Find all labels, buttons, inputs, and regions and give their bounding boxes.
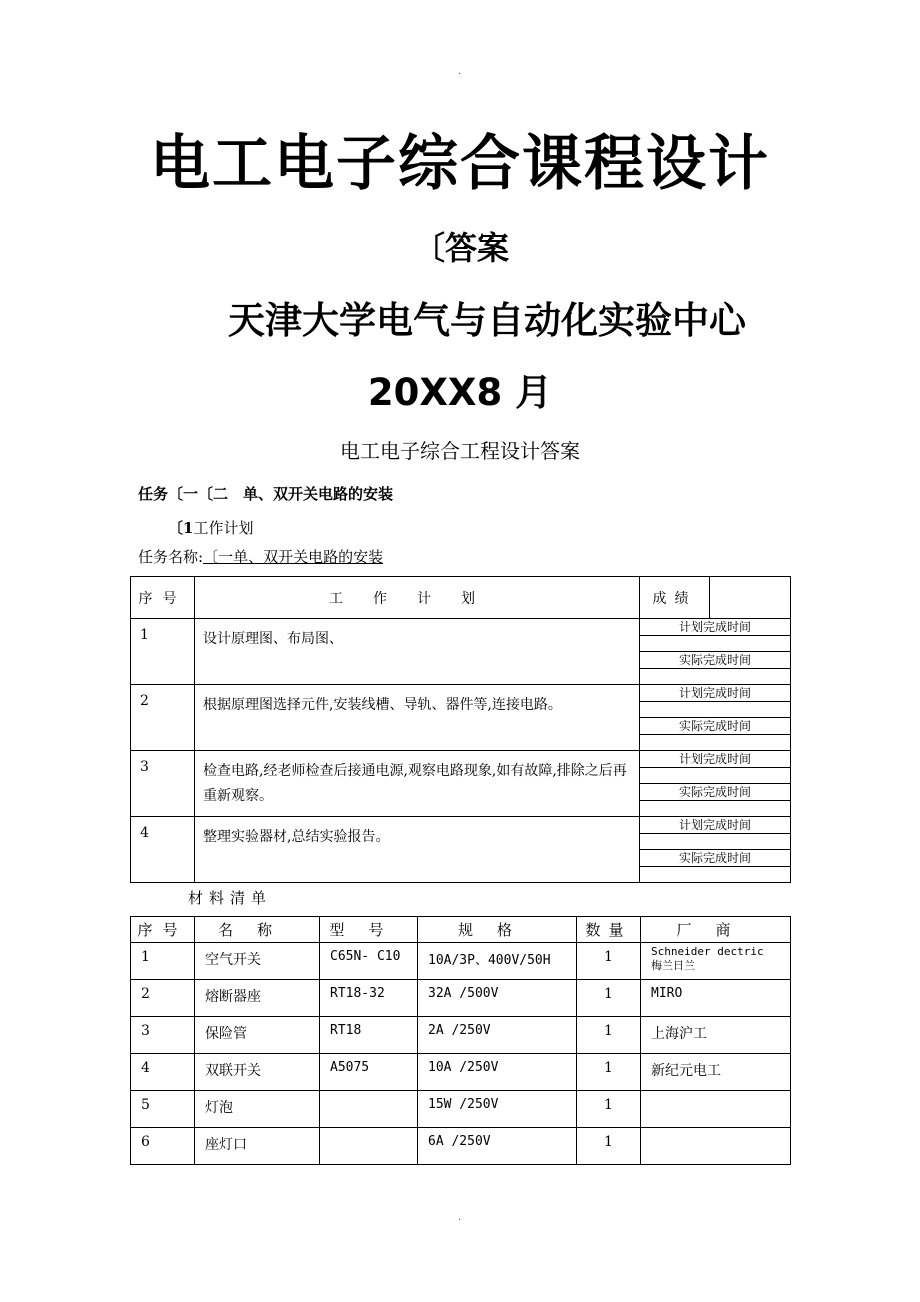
planned-time-label: 计划完成时间 (678, 752, 751, 766)
material-qty: 1 (577, 1091, 641, 1128)
plan-row-text: 根据原理图选择元件,安装线槽、导轨、器件等,连接电路。 (195, 685, 640, 751)
plan-row-num: 3 (131, 751, 195, 817)
page-marker-bottom: · (458, 1215, 462, 1226)
material-maker: 新纪元电工 (641, 1054, 791, 1091)
material-maker-line1: Schneider dectric (651, 945, 764, 958)
materials-header-qty: 数量 (577, 917, 641, 943)
task-name-label: 任务名称: (138, 548, 204, 566)
plan-row (131, 685, 791, 751)
plan-header-score-value (710, 577, 791, 619)
materials-header-name: 名称 (195, 917, 320, 943)
work-plan-heading (168, 518, 253, 538)
material-qty: 1 (577, 943, 641, 980)
materials-row (131, 980, 791, 1017)
task-heading: 任务〔一〔二 单、双开关电路的安装 (138, 485, 394, 503)
material-qty: 1 (577, 1017, 641, 1054)
materials-header-model: 型号 (320, 917, 418, 943)
plan-header-plan: 工作计划 (195, 577, 640, 619)
material-model: C65N- C10 (320, 943, 418, 980)
material-spec: 10A /250V (418, 1054, 577, 1091)
material-model: RT18 (320, 1017, 418, 1054)
material-maker (641, 943, 791, 980)
materials-header-maker: 厂商 (641, 917, 791, 943)
material-name: 灯泡 (195, 1091, 320, 1128)
material-name: 空气开关 (195, 943, 320, 980)
material-num: 4 (131, 1054, 195, 1091)
materials-row (131, 1128, 791, 1165)
work-plan-label: 工作计划 (193, 519, 254, 537)
material-name: 熔断器座 (195, 980, 320, 1017)
materials-table (130, 916, 791, 1165)
plan-row-num: 1 (131, 619, 195, 685)
planned-time-label: 计划完成时间 (678, 818, 751, 832)
document-subtitle: 〔答案 (413, 229, 510, 267)
material-maker: 上海沪工 (641, 1017, 791, 1054)
materials-row (131, 943, 791, 980)
task-name-line (138, 547, 383, 567)
plan-row-times (640, 619, 791, 685)
material-spec: 6A /250V (418, 1128, 577, 1165)
document-date: 20XX8 月 (367, 371, 553, 414)
materials-header-spec: 规格 (418, 917, 577, 943)
page-marker-top: · (458, 69, 462, 80)
section-heading: 电工电子综合工程设计答案 (340, 439, 580, 463)
material-spec: 32A /500V (418, 980, 577, 1017)
work-plan-prefix: 〔1 (168, 519, 194, 537)
material-maker: MIRO (641, 980, 791, 1017)
materials-row (131, 1017, 791, 1054)
actual-time-label: 实际完成时间 (678, 785, 751, 799)
plan-row-num: 2 (131, 685, 195, 751)
material-name: 双联开关 (195, 1054, 320, 1091)
material-maker (641, 1128, 791, 1165)
actual-time-label: 实际完成时间 (678, 653, 751, 667)
material-num: 3 (131, 1017, 195, 1054)
task-name-value: 〔一单、双开关电路的安装 (203, 548, 384, 566)
actual-time-label: 实际完成时间 (678, 719, 751, 733)
actual-time-label: 实际完成时间 (678, 851, 751, 865)
materials-row (131, 1054, 791, 1091)
material-num: 6 (131, 1128, 195, 1165)
materials-row (131, 1091, 791, 1128)
material-num: 5 (131, 1091, 195, 1128)
planned-time-label: 计划完成时间 (678, 620, 751, 634)
material-num: 1 (131, 943, 195, 980)
plan-row (131, 619, 791, 685)
material-qty: 1 (577, 1054, 641, 1091)
plan-row-text: 整理实验器材,总结实验报告。 (195, 817, 640, 883)
material-model: A5075 (320, 1054, 418, 1091)
plan-row (131, 817, 791, 883)
materials-header-row (131, 917, 791, 943)
materials-title: 材料清单 (188, 889, 273, 907)
material-qty: 1 (577, 980, 641, 1017)
material-spec: 10A/3P、400V/50H (418, 943, 577, 980)
material-name: 座灯口 (195, 1128, 320, 1165)
plan-header-score: 成绩 (640, 577, 710, 619)
plan-row-times (640, 817, 791, 883)
material-qty: 1 (577, 1128, 641, 1165)
document-title: 电工电子综合课程设计 (150, 129, 770, 199)
plan-header-num: 序号 (131, 577, 195, 619)
material-num: 2 (131, 980, 195, 1017)
plan-row-text: 设计原理图、布局图、 (195, 619, 640, 685)
material-maker (641, 1091, 791, 1128)
material-spec: 15W /250V (418, 1091, 577, 1128)
plan-row-text: 检查电路,经老师检查后接通电源,观察电路现象,如有故障,排除之后再重新观察。 (195, 751, 640, 817)
plan-row-num: 4 (131, 817, 195, 883)
work-plan-table (130, 576, 791, 883)
material-spec: 2A /250V (418, 1017, 577, 1054)
material-model: RT18-32 (320, 980, 418, 1017)
plan-row-times (640, 751, 791, 817)
plan-row (131, 751, 791, 817)
material-maker-line2: 梅兰日兰 (651, 959, 695, 972)
plan-header-row (131, 577, 791, 619)
material-model (320, 1091, 418, 1128)
materials-header-num: 序号 (131, 917, 195, 943)
material-model (320, 1128, 418, 1165)
plan-row-times (640, 685, 791, 751)
planned-time-label: 计划完成时间 (678, 686, 751, 700)
material-name: 保险管 (195, 1017, 320, 1054)
organization-name: 天津大学电气与自动化实验中心 (228, 299, 746, 342)
